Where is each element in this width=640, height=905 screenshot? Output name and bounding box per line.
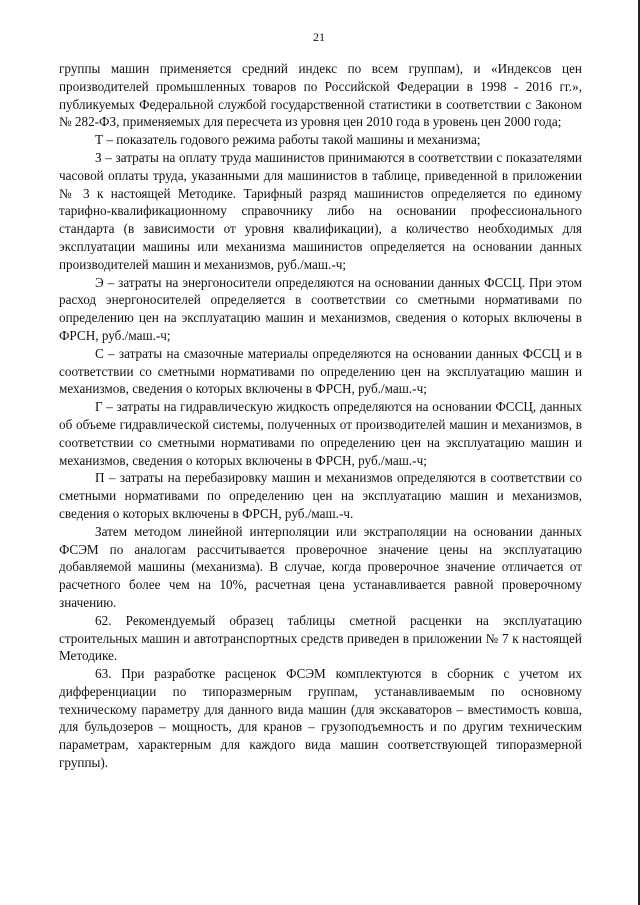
paragraph-item-62: 62. Рекомендуемый образец таблицы сметной расценки на эксплуатацию строительных машин и автотранспортных средств приведен в приложении № 7 к настоящей Методике.: [59, 612, 582, 664]
page-number: 21: [313, 30, 325, 44]
paragraph-t-definition: Т – показатель годового режима работы такой машины и механизма;: [95, 132, 481, 148]
paragraph-g-definition: Г – затраты на гидравлическую жидкость определяются на основании ФССЦ, данных об объеме гидравлической системы, полученных от производителей машин и механизмов, в соответствии со сметными нормативами по определению цен на эксплуатацию машин и механизмов, сведения о которых включены в ФРСН, руб./маш.-ч;: [59, 399, 582, 468]
paragraph-item-63: 63. При разработке расценок ФСЭМ комплектуются в сборник с учетом их дифференциации по типоразмерным группам, устанавливаемым по основному техническому параметру для данного вида машин (для экскаваторов – вместимость ковша, для бульдозеров – мощность, для кранов – грузоподъемность и по другим техническим параметрам, характерным для каждого вида машин соответствующей типоразмерной группы).: [59, 666, 582, 771]
paragraph-z-definition: З – затраты на оплату труда машинистов принимаются в соответствии с показателями часовой оплаты труда, указанными для машинистов в таблице, приведенной в приложении № 3 к настоящей Методике. Тарифный разряд машинистов определяется по единому тарифно-квалификационному справочнику либо на основании профессионального стандарта (в зависимости от уровня квалификации), а количество необходимых для эксплуатации машины или механизма машинистов определяется на основании данных производителей машин и механизмов, руб./маш.-ч;: [59, 149, 582, 272]
paragraph-continuation: группы машин применяется средний индекс по всем группам), и «Индексов цен производителей промышленных товаров по Российской Федерации в 1998 - 2016 гг.», публикуемых Федеральной службой государственной статистики в соответствии с Законом № 282-ФЗ, применяемых для пересчета из уровня цен 2010 года в уровень цен 2000 года;: [59, 61, 582, 130]
document-body: [59, 60, 582, 772]
paragraph-e-definition: Э – затраты на энергоносители определяются на основании данных ФССЦ. При этом расход энергоносителей определяется в соответствии со сметными нормативами по определению цен на эксплуатацию машин и механизмов, сведения о которых включены в ФРСН, руб./маш.-ч;: [59, 274, 582, 343]
paragraph-interpolation: Затем методом линейной интерполяции или экстраполяции на основании данных ФСЭМ по аналогам рассчитывается проверочное значение цены на эксплуатацию добавляемой машины (механизма). В случае, когда проверочное значение отличается от расчетного более чем на 10%, расчетная цена устанавливается равной проверочному значению.: [59, 523, 582, 610]
paragraph-p-definition: П – затраты на перебазировку машин и механизмов определяются в соответствии со сметными нормативами по определению цен на эксплуатацию машин и механизмов, сведения о которых включены в ФРСН, руб./маш.-ч.: [59, 470, 582, 521]
paragraph-s-definition: С – затраты на смазочные материалы определяются на основании данных ФССЦ и в соответствии со сметными нормативами по определению цен на эксплуатацию машин и механизмов, сведения о которых включены в ФРСН, руб./маш.-ч;: [59, 345, 582, 397]
